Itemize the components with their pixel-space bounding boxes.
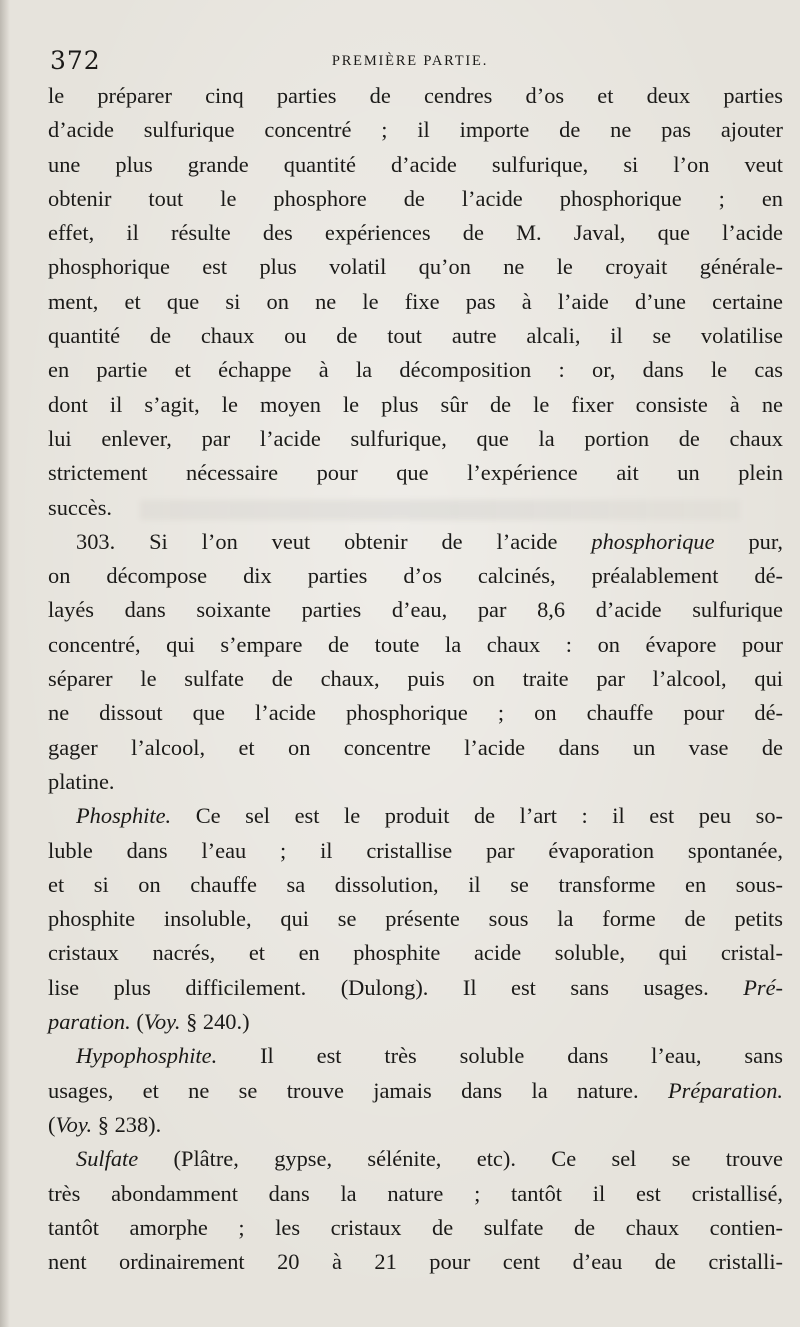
italic-term: Voy. bbox=[143, 1009, 181, 1035]
italic-term: Sulfate bbox=[76, 1146, 139, 1172]
page-header bbox=[40, 44, 780, 78]
text-line: lise plus difficilement. (Dulong). Il est sans usages. Pré- bbox=[48, 974, 783, 1000]
text-line: cristaux nacrés, et en phosphite acide soluble, qui cristal- bbox=[48, 940, 783, 966]
text-line: et si on chauffe sa dissolution, il se transforme en sous- bbox=[48, 871, 783, 897]
text-line: le préparer cinq parties de cendres d’os et deux parties bbox=[48, 83, 783, 108]
text-line: succès. bbox=[48, 494, 113, 520]
italic-term: Voy. bbox=[55, 1111, 93, 1137]
text-line: Phosphite. Ce sel est le produit de l’art : il est peu so- bbox=[76, 803, 783, 829]
italic-term: phosphorique bbox=[591, 528, 715, 554]
italic-term: paration. bbox=[48, 1009, 131, 1035]
text-line: paration. (Voy. § 240.) bbox=[48, 1009, 250, 1035]
text-line: strictement nécessaire pour que l’expérience ait un plein bbox=[48, 460, 783, 486]
text-line: phosphite insoluble, qui se présente sous la forme de petits bbox=[48, 906, 783, 932]
text-line: tantôt amorphe ; les cristaux de sulfate de chaux contien- bbox=[48, 1214, 783, 1240]
text-line: ne dissout que l’acide phosphorique ; on chauffe pour dé- bbox=[48, 700, 783, 726]
page-edge-shadow bbox=[0, 0, 10, 1327]
body-text bbox=[48, 79, 783, 1279]
text-line: obtenir tout le phosphore de l’acide phosphorique ; en bbox=[48, 185, 783, 211]
text-line: Hypophosphite. Il est très soluble dans l’eau, sans bbox=[76, 1043, 783, 1069]
text-line: une plus grande quantité d’acide sulfurique, si l’on veut bbox=[48, 151, 783, 177]
text-line: séparer le sulfate de chaux, puis on traite par l’alcool, qui bbox=[48, 666, 783, 692]
text-line: layés dans soixante parties d’eau, par 8,6 d’acide sulfurique bbox=[48, 597, 783, 623]
text-line: nent ordinairement 20 à 21 pour cent d’eau de cristalli- bbox=[48, 1249, 783, 1275]
italic-term: Pré- bbox=[743, 974, 783, 1000]
text-line: luble dans l’eau ; il cristallise par évaporation spontanée, bbox=[48, 837, 783, 863]
text-line: (Voy. § 238). bbox=[48, 1111, 162, 1137]
text-line: usages, et ne se trouve jamais dans la nature. Préparation. bbox=[48, 1077, 783, 1103]
text-line: ment, et que si on ne le fixe pas à l’aide d’une certaine bbox=[48, 288, 783, 314]
text-line: phosphorique est plus volatil qu’on ne le croyait générale- bbox=[48, 254, 783, 280]
text-line: concentré, qui s’empare de toute la chaux : on évapore pour bbox=[48, 631, 783, 657]
page-number: 372 bbox=[50, 46, 101, 75]
running-head: PREMIÈRE PARTIE. bbox=[331, 53, 489, 69]
italic-term: Phosphite. bbox=[76, 803, 172, 829]
text-line: quantité de chaux ou de tout autre alcali, il se volatilise bbox=[48, 323, 783, 349]
text-line: 303. Si l’on veut obtenir de l’acide phosphorique pur, bbox=[76, 528, 783, 554]
text-line: effet, il résulte des expériences de M. Javal, que l’acide bbox=[48, 220, 783, 246]
text-line: en partie et échappe à la décomposition : or, dans le cas bbox=[48, 357, 783, 383]
text-line: d’acide sulfurique concentré ; il importe de ne pas ajouter bbox=[48, 117, 783, 143]
text-line: dont il s’agit, le moyen le plus sûr de le fixer consiste à ne bbox=[48, 391, 783, 417]
text-line: gager l’alcool, et on concentre l’acide dans un vase de bbox=[48, 734, 783, 760]
text-line: platine. bbox=[48, 768, 115, 794]
text-line: Sulfate (Plâtre, gypse, sélénite, etc). Ce sel se trouve bbox=[76, 1146, 783, 1172]
italic-term: Hypophosphite. bbox=[76, 1043, 218, 1069]
text-line: très abondamment dans la nature ; tantôt il est cristallisé, bbox=[48, 1180, 783, 1206]
italic-term: Préparation. bbox=[667, 1077, 783, 1103]
text-line: lui enlever, par l’acide sulfurique, que la portion de chaux bbox=[48, 425, 783, 451]
text-line: on décompose dix parties d’os calcinés, préalablement dé- bbox=[48, 563, 783, 589]
